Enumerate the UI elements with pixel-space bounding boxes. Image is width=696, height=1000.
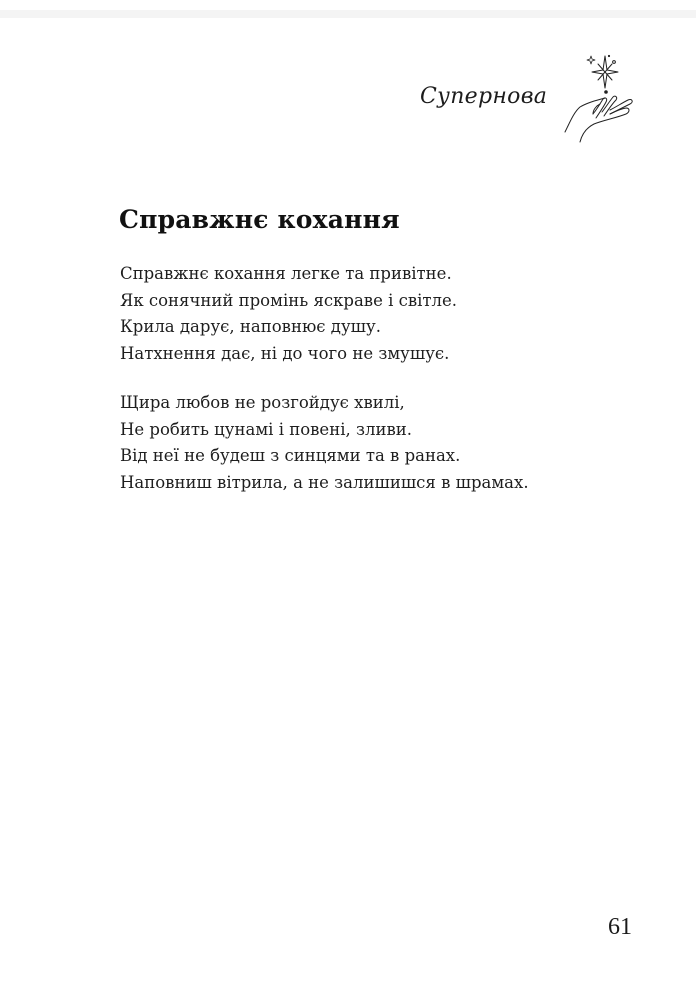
poem-line: Не робить цунамі і повені, зливи. xyxy=(120,419,412,439)
poem-line: Справжнє кохання легке та привітне. xyxy=(120,264,452,283)
stanza-2 xyxy=(120,390,529,496)
poem-title: Справжнє кохання xyxy=(119,205,400,234)
hand-with-star-icon xyxy=(560,52,650,148)
poem-line: Натхнення дає, ні до чого не змушує. xyxy=(120,343,450,363)
poem-line: Щира любов не розгойдує хвилі, xyxy=(120,393,405,412)
poem-line: Від неї не будеш з синцями та в ранах. xyxy=(120,446,461,465)
poem-line: Як сонячний промінь яскраве і світле. xyxy=(120,290,458,310)
top-band xyxy=(0,10,696,18)
brand-name: Супернова xyxy=(420,84,548,109)
page-number: 61 xyxy=(608,914,632,940)
poem-line: Крила дарує, наповнює душу. xyxy=(120,317,381,336)
poem-line: Наповниш вітрила, а не залишишся в шрамах. xyxy=(120,472,529,492)
brand-header xyxy=(420,52,650,142)
stanza-1 xyxy=(120,261,457,367)
